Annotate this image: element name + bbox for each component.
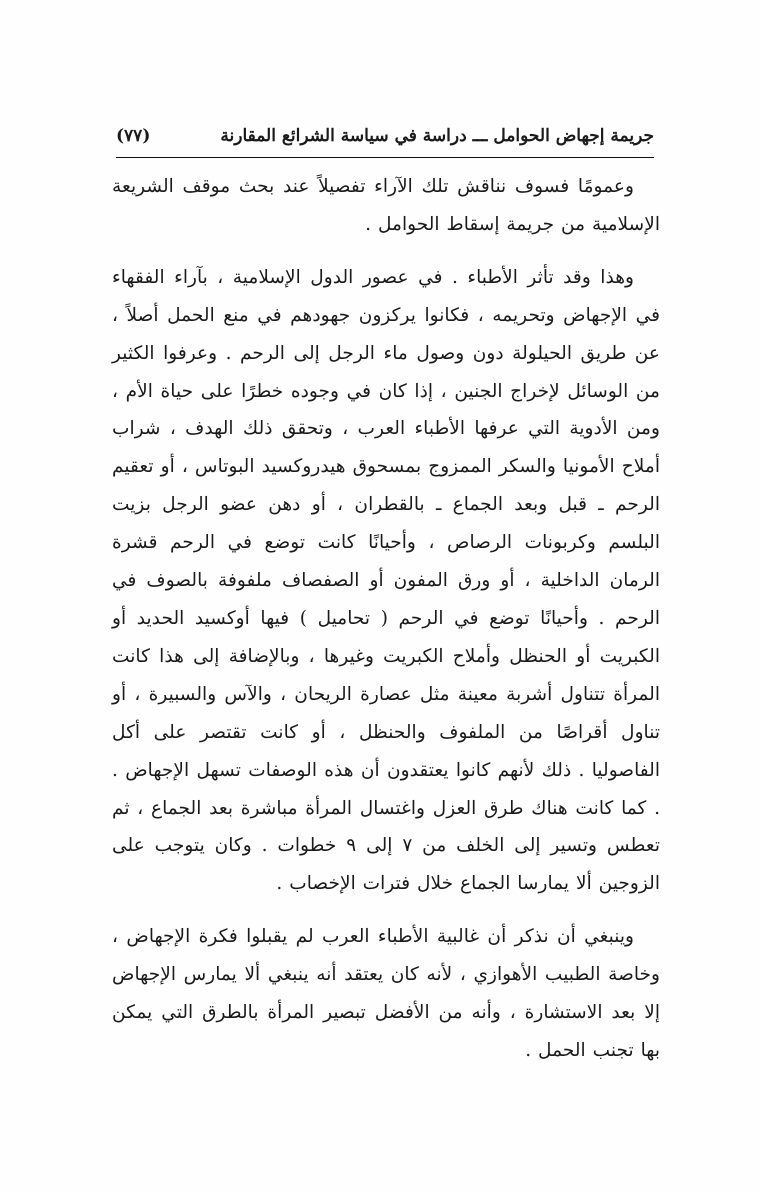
running-title: جريمة إجهاض الحوامل ـــ دراسة في سياسة الشرائع المقارنة — [220, 126, 654, 146]
header-divider — [116, 157, 654, 158]
paragraph-1: وعمومًا فسوف نناقش تلك الآراء تفصيلاً عند بحث موقف الشريعة الإسلامية من جريمة إسقاط الحوامل . — [112, 176, 660, 235]
running-header — [116, 118, 654, 154]
body-text — [112, 168, 660, 1085]
page-number: (٧٧) — [116, 126, 151, 146]
paragraph-2: وهذا وقد تأثر الأطباء . في عصور الدول الإسلامية ، بآراء الفقهاء في الإجهاض وتحريمه ، فكانوا يركزون جهودهم في منع الحمل أصلاً ، عن طريق الحيلولة دون وصول ماء الرجل إلى الرحم . وعرفوا الكثير من الوسائل لإخراج الجنين ، إذا كان في وجوده خطرًا على حياة الأم ، ومن الأدوية التي عرفها الأطباء العرب ، وتحقق ذلك الهدف ، شراب أملاح الأمونيا والسكر الممزوج بمسحوق هيدروكسيد البوتاس ، أو تعقيم الرحم ـ قبل وبعد الجماع ـ بالقطران ، أو دهن عضو الرجل بزيت البلسم وكربونات الرصاص ، وأحيانًا كانت توضع في الرحم قشرة الرمان الداخلية ، أو ورق المفون أو الصفصاف ملفوفة بالصوف في الرحم . وأحيانًا توضع في الرحم ( تحاميل ) فيها أوكسيد الحديد أو الكبريت أو الحنظل وأملاح الكبريت وغيرها ، وبالإضافة إلى هذا كانت المرأة تتناول أشربة معينة مثل عصارة الريحان ، والآس والسبيرة ، أو تناول أقراصًا من الملفوف والحنظل ، أو كانت تقتصر على أكل الفاصوليا . ذلك لأنهم كانوا يعتقدون أن هذه الوصفات تسهل الإجهاض . . كما كانت هناك طرق العزل واغتسال المرأة مباشرة بعد الجماع ، ثم تعطس وتسير إلى الخلف من ٧ إلى ٩ خطوات . وكان يتوجب على الزوجين ألا يمارسا الجماع خلال فترات الإخصاب . — [112, 266, 660, 895]
paragraph-3: وينبغي أن نذكر أن غالبية الأطباء العرب لم يقبلوا فكرة الإجهاض ، وخاصة الطبيب الأهوازي ، لأنه كان يعتقد أنه ينبغي ألا يمارس الإجهاض إلا بعد الاستشارة ، وأنه من الأفضل تبصير المرأة بالطرق التي يمكن بها تجنب الحمل . — [112, 926, 660, 1061]
